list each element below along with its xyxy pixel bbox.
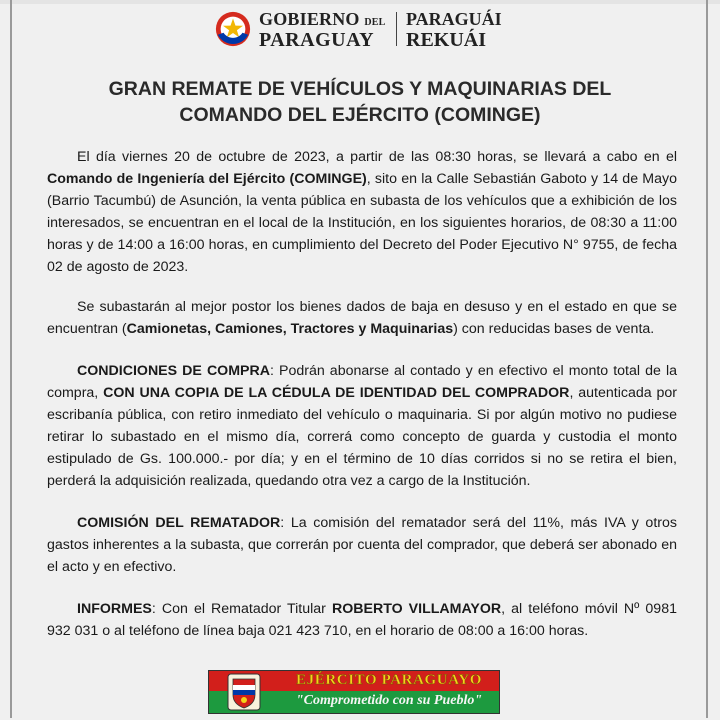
p1-text2: , sito en la Calle Sebastián Gaboto y 14 de Mayo (Barrio Tacumbú) de Asunción, la venta pública en subasta de los vehículos que a exhibición de los interesados, se encuentran en el local de la Institución, en los siguientes horarios, de 08:30 a 11:00 horas y de 14:00 a 16:00 horas, en cumplimiento del Decreto del Poder Ejecutivo N° 9755, de fecha 02 de agosto de 2023. bbox=[47, 171, 677, 275]
paragraph-commission bbox=[47, 512, 677, 578]
p1-text1: El día viernes 20 de octubre de 2023, a partir de las 08:30 horas, se llevará a cabo en el bbox=[77, 149, 677, 165]
p5-text1: : Con el Rematador Titular bbox=[151, 601, 332, 617]
gobierno-del-paraguay-wordmark bbox=[259, 10, 386, 50]
header-divider bbox=[396, 12, 397, 46]
gov-line2: PARAGUAY bbox=[259, 29, 375, 51]
paragraph-conditions bbox=[47, 360, 677, 492]
banner-title: EJÉRCITO PARAGUAYO bbox=[296, 672, 482, 688]
p3-bold2: CON UNA COPIA DE LA CÉDULA DE IDENTIDAD DEL COMPRADOR bbox=[103, 385, 570, 401]
p5-bold2: ROBERTO VILLAMAYOR bbox=[331, 601, 502, 617]
army-footer-banner bbox=[208, 670, 500, 714]
p3-bold1: CONDICIONES DE COMPRA bbox=[77, 363, 270, 379]
title-line1: GRAN REMATE DE VEHÍCULOS Y MAQUINARIAS DEL bbox=[108, 78, 612, 100]
p1-bold1: Comando de Ingeniería del Ejército (COMINGE) bbox=[47, 171, 367, 187]
page-title bbox=[40, 76, 680, 128]
paraguai-rekuai-wordmark bbox=[406, 10, 502, 50]
p2-text1: Se subastarán al mejor postor los bienes dados de baja en desuso y en el estado en que se encuentran ( bbox=[47, 299, 677, 337]
paragraph-items bbox=[47, 296, 677, 340]
p4-bold1: COMISIÓN DEL REMATADOR bbox=[77, 515, 281, 531]
p5-text2: , al teléfono móvil Nº 0981 932 031 o al teléfono de línea baja 021 423 710, en el horario de 08:00 a 16:00 horas. bbox=[47, 601, 677, 639]
p2-bold1: Camionetas, Camiones, Tractores y Maquinarias bbox=[126, 321, 454, 337]
p3-text1: : Podrán abonarse al contado y en efectivo el monto total de la compra, bbox=[47, 363, 677, 401]
p4-text1: : La comisión del rematador será del 11%, más IVA y otros gastos inherentes a la subasta, que correrán por cuenta del comprador, que deberá ser abonado en el acto y en efectivo. bbox=[47, 515, 677, 575]
p2-text2: ) con reducidas bases de venta. bbox=[453, 321, 655, 337]
gov-del: DEL bbox=[364, 17, 386, 28]
guarani-line2: REKUÁI bbox=[406, 29, 487, 51]
gov-line1: GOBIERNO bbox=[259, 9, 360, 29]
paragraph-information bbox=[47, 598, 677, 642]
title-line2: COMANDO DEL EJÉRCITO (COMINGE) bbox=[179, 104, 541, 126]
p5-bold1: INFORMES bbox=[77, 601, 152, 617]
government-header bbox=[0, 6, 720, 50]
banner-slogan: "Comprometido con su Pueblo" bbox=[295, 693, 483, 708]
army-crest-icon bbox=[227, 673, 261, 711]
guarani-line1: PARAGUÁI bbox=[406, 9, 502, 29]
national-seal-icon bbox=[214, 10, 252, 48]
p3-text2: , autenticada por escribanía pública, con retiro inmediato del vehículo o maquinaria. Si por algún motivo no pudiese retirar lo subastado en el mismo día, correrá como concepto de guarda y custodia el monto estipulado de Gs. 100.000.- por día; y en el término de 10 días corridos si no se retira el bien, perderá la adquisición realizada, quedando otra vez a cargo de la Institución. bbox=[47, 385, 677, 489]
paragraph-announcement bbox=[47, 146, 677, 278]
